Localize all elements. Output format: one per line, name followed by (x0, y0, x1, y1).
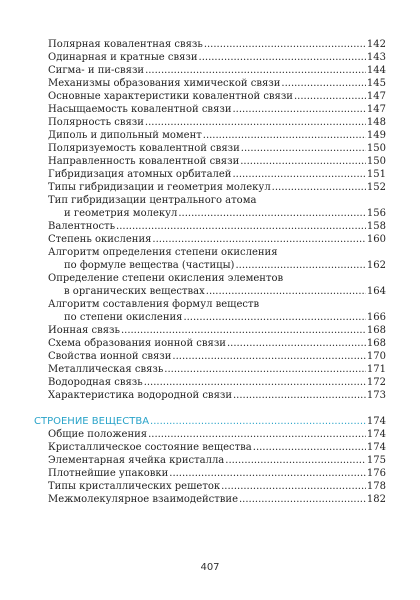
toc-entry-title: Кристаллическое состояние вещества (48, 442, 252, 453)
toc-entry-title: Сигма- и пи-связи (48, 65, 145, 76)
leader-dots (281, 78, 366, 90)
toc-entry-page: 172 (366, 377, 386, 388)
page-number: 407 (200, 562, 220, 573)
leader-dots (221, 481, 366, 493)
toc-entry-page: 164 (366, 286, 386, 297)
section-title: СТРОЕНИЕ ВЕЩЕСТВА (34, 416, 150, 427)
leader-dots (145, 117, 366, 129)
toc-entry-title: Межмолекулярное взаимодействие (48, 494, 238, 505)
toc-entry-title: Диполь и дипольный момент (48, 130, 202, 141)
toc-entry-page: 174 (366, 429, 386, 440)
toc-entry-page: 174 (366, 442, 386, 453)
toc-entry-page: 142 (366, 39, 386, 50)
leader-dots (178, 208, 366, 220)
leader-dots (233, 104, 366, 116)
toc-entry-page: 168 (366, 325, 386, 336)
toc-entry-title: Типы гибридизации и геометрия молекул (48, 182, 271, 193)
toc-entry[interactable] (34, 389, 386, 402)
toc-entry[interactable] (34, 454, 386, 467)
toc-entry[interactable] (34, 64, 386, 77)
toc-entry[interactable] (34, 233, 386, 246)
toc-entry[interactable] (34, 207, 386, 220)
leader-dots (206, 286, 366, 298)
leader-dots (233, 390, 366, 402)
toc-entry-title: Полярная ковалентная связь (48, 39, 203, 50)
leader-dots (235, 260, 365, 272)
leader-dots (204, 39, 366, 51)
leader-dots (227, 338, 366, 350)
leader-dots (183, 312, 365, 324)
toc-entry-page: 170 (366, 351, 386, 362)
toc-entry[interactable] (34, 337, 386, 350)
toc-entry-title: Свойства ионной связи (48, 351, 172, 362)
toc-entry-title: Механизмы образования химической связи (48, 78, 281, 89)
toc-entry-page: 147 (366, 104, 386, 115)
toc-section-heading[interactable] (34, 415, 386, 428)
leader-dots (253, 442, 366, 454)
toc-entry[interactable] (34, 220, 386, 233)
section-gap (34, 402, 386, 415)
toc-entry[interactable] (34, 285, 386, 298)
toc-entry[interactable] (34, 493, 386, 506)
leader-dots (144, 377, 366, 389)
leader-dots (116, 221, 366, 233)
toc-entry-page: 168 (366, 338, 386, 349)
toc-entry[interactable] (34, 90, 386, 103)
toc-entry[interactable] (34, 480, 386, 493)
toc-entry-title: Ионная связь (48, 325, 120, 336)
toc-entry[interactable] (34, 441, 386, 454)
leader-dots (294, 91, 366, 103)
toc-entry-page: 145 (366, 78, 386, 89)
toc-entry-title: Поляризуемость ковалентной связи (48, 143, 240, 154)
leader-dots (232, 169, 365, 181)
toc-entry[interactable] (34, 363, 386, 376)
toc-entry-title: Схема образования ионной связи (48, 338, 226, 349)
leader-dots (145, 65, 366, 77)
toc-entry-title: Алгоритм составления формул веществ (48, 299, 260, 310)
toc-entry-line1[interactable] (34, 194, 386, 207)
toc-entry[interactable] (34, 467, 386, 480)
toc-entry-page: 150 (366, 143, 386, 154)
toc-entry-page: 150 (366, 156, 386, 167)
leader-dots (121, 325, 366, 337)
toc-entry[interactable] (34, 168, 386, 181)
toc-entry[interactable] (34, 142, 386, 155)
toc-entry-title: Насыщаемость ковалентной связи (48, 104, 232, 115)
toc-entry-title: Определение степени окисления элементов (48, 273, 284, 284)
leader-dots (148, 429, 366, 441)
toc-entry-title: Плотнейшие упаковки (48, 468, 169, 479)
toc-entry[interactable] (34, 77, 386, 90)
toc-entry-title: Степень окисления (48, 234, 152, 245)
toc-entry-title: Водородная связь (48, 377, 143, 388)
toc-entry-title: Тип гибридизации центрального атома (48, 195, 257, 206)
toc-entry-line1[interactable] (34, 272, 386, 285)
toc-entry-title: Гибридизация атомных орбиталей (48, 169, 232, 180)
toc-entry-page: 178 (366, 481, 386, 492)
toc-entry-line1[interactable] (34, 246, 386, 259)
toc-entry-page: 166 (366, 312, 386, 323)
toc-entry-page: 152 (366, 182, 386, 193)
toc-entry-title: Полярность связи (48, 117, 144, 128)
toc-entry[interactable] (34, 324, 386, 337)
toc-entry-title-cont: по степени окисления (64, 312, 183, 323)
toc-entry-page: 182 (366, 494, 386, 505)
toc-entry[interactable] (34, 129, 386, 142)
toc-entry-title: Металлическая связь (48, 364, 164, 375)
leader-dots (240, 156, 366, 168)
toc-entry-title: Типы кристаллических решеток (48, 481, 221, 492)
leader-dots (203, 130, 366, 142)
leader-dots (225, 455, 366, 467)
toc-entry-page: 160 (366, 234, 386, 245)
leader-dots (150, 416, 366, 428)
leader-dots (272, 182, 366, 194)
toc-entry[interactable] (34, 51, 386, 64)
toc-entry[interactable] (34, 350, 386, 363)
leader-dots (241, 143, 366, 155)
toc-entry-page: 175 (366, 455, 386, 466)
toc-entry[interactable] (34, 259, 386, 272)
toc-entry-title-cont: в органических веществах (64, 286, 205, 297)
leader-dots (239, 494, 366, 506)
toc-entry-page: 149 (366, 130, 386, 141)
toc-entry-page: 173 (366, 390, 386, 401)
toc-entry-title: Общие положения (48, 429, 148, 440)
toc-entry-title: Элементарная ячейка кристалла (48, 455, 225, 466)
leader-dots (164, 364, 366, 376)
toc-entry-page: 143 (366, 52, 386, 63)
toc-entry-page: 148 (366, 117, 386, 128)
leader-dots (152, 234, 365, 246)
leader-dots (169, 468, 366, 480)
toc-entry-page: 144 (366, 65, 386, 76)
toc-entry-page: 158 (366, 221, 386, 232)
toc-entry-title: Основные характеристики ковалентной связи (48, 91, 293, 102)
toc-entry[interactable] (34, 155, 386, 168)
toc-entry[interactable] (34, 311, 386, 324)
toc-entry[interactable] (34, 38, 386, 51)
toc-entry-title-cont: и геометрия молекул (64, 208, 178, 219)
toc-entry-title: Одинарная и кратные связи (48, 52, 198, 63)
toc-entry[interactable] (34, 116, 386, 129)
toc-entry[interactable] (34, 376, 386, 389)
toc-entry-page: 156 (366, 208, 386, 219)
toc-entry-line1[interactable] (34, 298, 386, 311)
toc-entry[interactable] (34, 428, 386, 441)
toc-entry-title-cont: по формуле вещества (частицы) (64, 260, 235, 271)
toc-entry-title: Алгоритм определения степени окисления (48, 247, 278, 258)
toc-entry-page: 171 (366, 364, 386, 375)
toc-entry-page: 162 (366, 260, 386, 271)
section-page: 174 (366, 416, 386, 427)
toc-entry-page: 151 (366, 169, 386, 180)
leader-dots (172, 351, 365, 363)
toc-entry[interactable] (34, 181, 386, 194)
toc-entry-title: Направленность ковалентной связи (48, 156, 240, 167)
toc-entry-title: Характеристика водородной связи (48, 390, 232, 401)
toc-entry-page: 147 (366, 91, 386, 102)
toc-entry[interactable] (34, 103, 386, 116)
table-of-contents (34, 38, 386, 506)
leader-dots (199, 52, 366, 64)
toc-entry-page: 176 (366, 468, 386, 479)
toc-entry-title: Валентность (48, 221, 116, 232)
